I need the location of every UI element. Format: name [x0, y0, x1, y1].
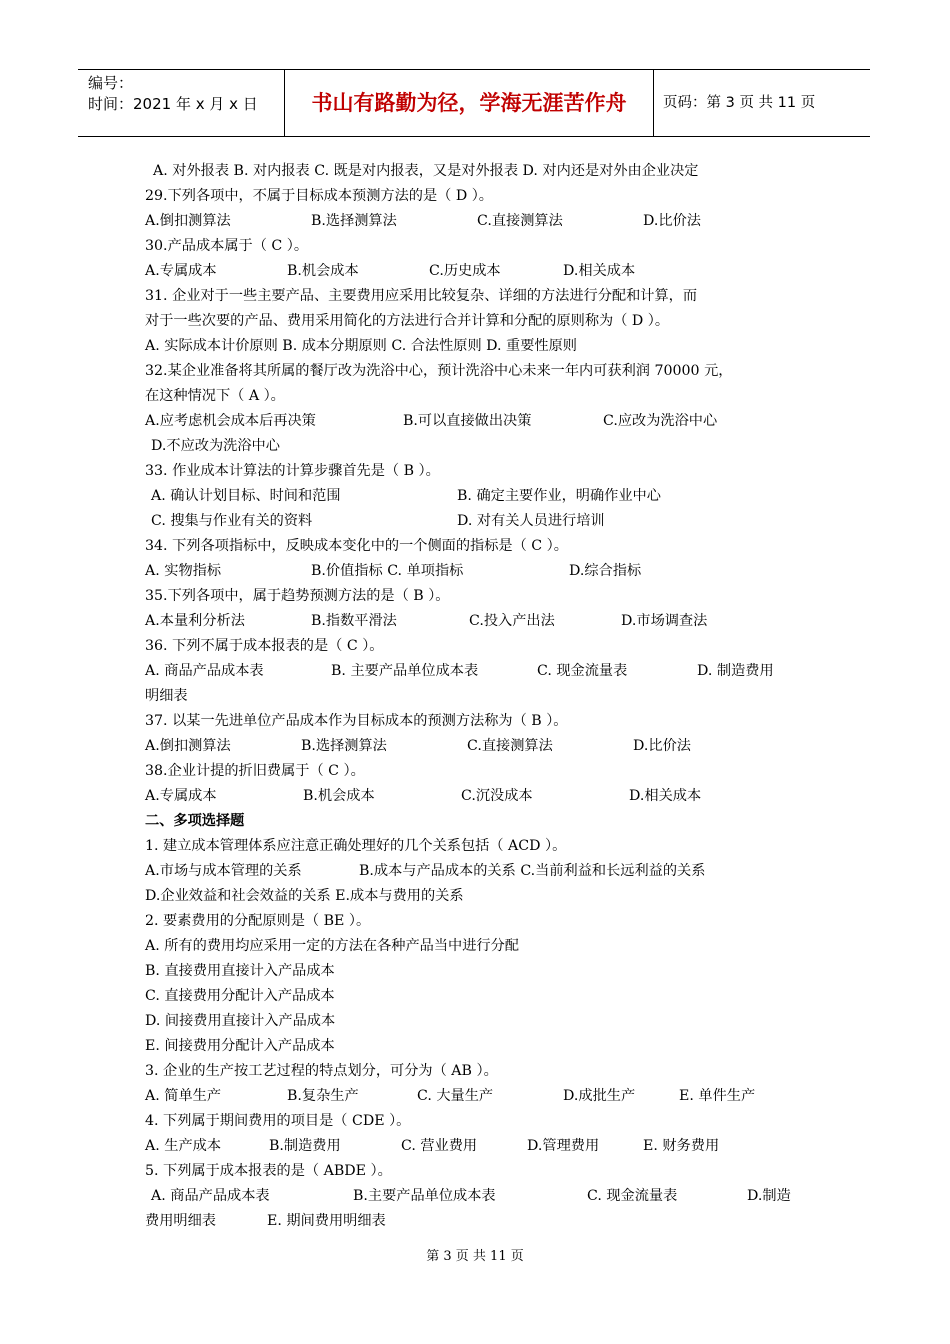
- text-line: [145, 1184, 817, 1209]
- text-segment: B.机会成本: [303, 788, 375, 804]
- text-segment: C. 大量生产: [417, 1088, 494, 1104]
- text-line: [145, 434, 817, 459]
- text-line: [145, 634, 817, 659]
- text-segment: A.倒扣测算法: [145, 738, 231, 754]
- text-segment: 33. 作业成本计算法的计算步骤首先是（ B ）。: [145, 463, 440, 479]
- text-segment: B.价值指标 C. 单项指标: [311, 563, 464, 579]
- text-segment: A. 商品产品成本表: [145, 663, 264, 679]
- text-segment: D.管理费用: [527, 1138, 600, 1154]
- text-line: [145, 984, 817, 1009]
- text-line: [145, 509, 817, 534]
- text-segment: 在这种情况下（ A ）。: [145, 388, 285, 404]
- text-segment: A. 生产成本: [145, 1138, 222, 1154]
- page-header: [78, 69, 870, 137]
- text-segment: A.专属成本: [145, 263, 217, 279]
- text-segment: D. 制造费用: [697, 663, 774, 679]
- text-line: [145, 534, 817, 559]
- text-line: [145, 384, 817, 409]
- text-line: [145, 1134, 817, 1159]
- text-segment: B.选择测算法: [301, 738, 387, 754]
- text-segment: A. 对外报表 B. 对内报表 C. 既是对内报表，又是对外报表 D. 对内还是对外由企业决定: [153, 163, 699, 179]
- text-segment: C.沉没成本: [461, 788, 533, 804]
- text-line: [145, 1009, 817, 1034]
- text-line: [145, 334, 817, 359]
- text-segment: 3. 企业的生产按工艺过程的特点划分，可分为（ AB ）。: [145, 1063, 498, 1079]
- text-segment: 34. 下列各项指标中，反映成本变化中的一个侧面的指标是（ C ）。: [145, 538, 568, 554]
- text-segment: C.应改为洗浴中心: [603, 413, 718, 429]
- text-line: [145, 584, 817, 609]
- text-segment: D.制造: [747, 1188, 791, 1204]
- text-line: [145, 659, 817, 684]
- text-segment: 明细表: [145, 688, 188, 704]
- text-segment: A.市场与成本管理的关系: [145, 863, 302, 879]
- document-body: [145, 159, 817, 1234]
- text-line: [145, 484, 817, 509]
- text-segment: D.比价法: [633, 738, 691, 754]
- text-segment: D.综合指标: [569, 563, 642, 579]
- text-segment: B.复杂生产: [287, 1088, 359, 1104]
- text-segment: D.市场调查法: [621, 613, 708, 629]
- header-code-label: 编号：: [88, 74, 134, 92]
- text-line: [145, 759, 817, 784]
- text-segment: A. 确认计划目标、时间和范围: [151, 488, 341, 504]
- text-segment: 31. 企业对于一些主要产品、主要费用应采用比较复杂、详细的方法进行分配和计算，而: [145, 288, 698, 304]
- text-line: [145, 209, 817, 234]
- text-segment: C.直接测算法: [477, 213, 563, 229]
- text-segment: C.投入产出法: [469, 613, 555, 629]
- text-segment: 2. 要素费用的分配原则是（ BE ）。: [145, 913, 371, 929]
- text-segment: A.倒扣测算法: [145, 213, 231, 229]
- text-line: [145, 834, 817, 859]
- text-segment: 30.产品成本属于（ C ）。: [145, 238, 309, 254]
- text-segment: 35.下列各项中，属于趋势预测方法的是（ B ）。: [145, 588, 450, 604]
- text-line: [145, 609, 817, 634]
- text-segment: C. 搜集与作业有关的资料: [151, 513, 313, 529]
- text-segment: D.相关成本: [629, 788, 702, 804]
- text-line: [145, 559, 817, 584]
- text-segment: 二、多项选择题: [145, 813, 245, 829]
- text-segment: A.应考虑机会成本后再决策: [145, 413, 316, 429]
- text-segment: A. 实际成本计价原则 B. 成本分期原则 C. 合法性原则 D. 重要性原则: [145, 338, 577, 354]
- text-segment: B.可以直接做出决策: [403, 413, 532, 429]
- text-segment: B. 主要产品单位成本表: [331, 663, 479, 679]
- text-line: [145, 909, 817, 934]
- text-segment: 37. 以某一先进单位产品成本作为目标成本的预测方法称为（ B ）。: [145, 713, 568, 729]
- text-line: [145, 309, 817, 334]
- text-line: [145, 1209, 817, 1234]
- text-segment: D.成批生产: [563, 1088, 636, 1104]
- text-segment: A. 商品产品成本表: [151, 1188, 270, 1204]
- text-line: [145, 734, 817, 759]
- page-footer: 第 3 页 共 11 页: [426, 1249, 524, 1264]
- text-segment: A. 实物指标: [145, 563, 222, 579]
- text-line: [145, 859, 817, 884]
- text-line: [145, 234, 817, 259]
- text-segment: B.选择测算法: [311, 213, 397, 229]
- text-segment: B.成本与产品成本的关系 C.当前利益和长远利益的关系: [359, 863, 706, 879]
- text-line: [145, 1084, 817, 1109]
- text-line: [145, 934, 817, 959]
- text-segment: D. 间接费用直接计入产品成本: [145, 1013, 336, 1029]
- text-segment: C. 直接费用分配计入产品成本: [145, 988, 335, 1004]
- text-line: [145, 284, 817, 309]
- text-segment: E. 财务费用: [643, 1138, 720, 1154]
- text-segment: C.直接测算法: [467, 738, 553, 754]
- text-segment: 38.企业计提的折旧费属于（ C ）。: [145, 763, 365, 779]
- text-segment: B.主要产品单位成本表: [353, 1188, 496, 1204]
- text-segment: 4. 下列属于期间费用的项目是（ CDE ）。: [145, 1113, 411, 1129]
- text-line: [145, 184, 817, 209]
- text-line: [145, 409, 817, 434]
- text-line: [145, 784, 817, 809]
- text-segment: B.制造费用: [269, 1138, 341, 1154]
- header-date: 时间：2021 年 x 月 x 日: [88, 95, 258, 113]
- text-segment: D.比价法: [643, 213, 701, 229]
- text-segment: 对于一些次要的产品、费用采用简化的方法进行合并计算和分配的原则称为（ D ）。: [145, 313, 670, 329]
- text-line: [145, 1159, 817, 1184]
- text-line: [145, 1034, 817, 1059]
- text-segment: 5. 下列属于成本报表的是（ ABDE ）。: [145, 1163, 392, 1179]
- text-line: [145, 684, 817, 709]
- header-page-info: 页码：第 3 页 共 11 页: [663, 95, 816, 111]
- section-heading: [145, 809, 817, 834]
- text-segment: 费用明细表: [145, 1213, 216, 1229]
- header-meta-cell: [78, 70, 285, 136]
- text-line: [145, 959, 817, 984]
- text-segment: A. 简单生产: [145, 1088, 222, 1104]
- text-segment: D.相关成本: [563, 263, 636, 279]
- text-segment: A. 所有的费用均应采用一定的方法在各种产品当中进行分配: [145, 938, 519, 954]
- text-segment: A.专属成本: [145, 788, 217, 804]
- text-line: [145, 359, 817, 384]
- text-segment: D.不应改为洗浴中心: [151, 438, 280, 454]
- text-line: [145, 709, 817, 734]
- header-motto: 书山有路勤为径，学海无涯苦作舟: [285, 70, 654, 136]
- text-segment: C.历史成本: [429, 263, 501, 279]
- text-segment: C. 现金流量表: [587, 1188, 678, 1204]
- text-segment: 1. 建立成本管理体系应注意正确处理好的几个关系包括（ ACD ）。: [145, 838, 567, 854]
- text-line: [145, 1109, 817, 1134]
- text-segment: B. 确定主要作业，明确作业中心: [457, 488, 661, 504]
- text-segment: 29.下列各项中，不属于目标成本预测方法的是（ D ）。: [145, 188, 493, 204]
- text-line: [145, 884, 817, 909]
- text-segment: B. 直接费用直接计入产品成本: [145, 963, 335, 979]
- text-segment: D.企业效益和社会效益的关系 E.成本与费用的关系: [145, 888, 464, 904]
- text-segment: 36. 下列不属于成本报表的是（ C ）。: [145, 638, 384, 654]
- text-line: [145, 1059, 817, 1084]
- text-segment: B.指数平滑法: [311, 613, 397, 629]
- text-segment: B.机会成本: [287, 263, 359, 279]
- text-segment: E. 期间费用明细表: [267, 1213, 386, 1229]
- text-segment: E. 间接费用分配计入产品成本: [145, 1038, 335, 1054]
- text-segment: 32.某企业准备将其所属的餐厅改为洗浴中心，预计洗浴中心未来一年内可获利润 70000 元，: [145, 363, 733, 379]
- text-line: [145, 459, 817, 484]
- text-segment: C. 现金流量表: [537, 663, 628, 679]
- text-segment: D. 对有关人员进行培训: [457, 513, 605, 529]
- text-segment: E. 单件生产: [679, 1088, 756, 1104]
- text-segment: A.本量利分析法: [145, 613, 245, 629]
- text-line: [145, 259, 817, 284]
- text-line: [145, 159, 817, 184]
- text-segment: C. 营业费用: [401, 1138, 478, 1154]
